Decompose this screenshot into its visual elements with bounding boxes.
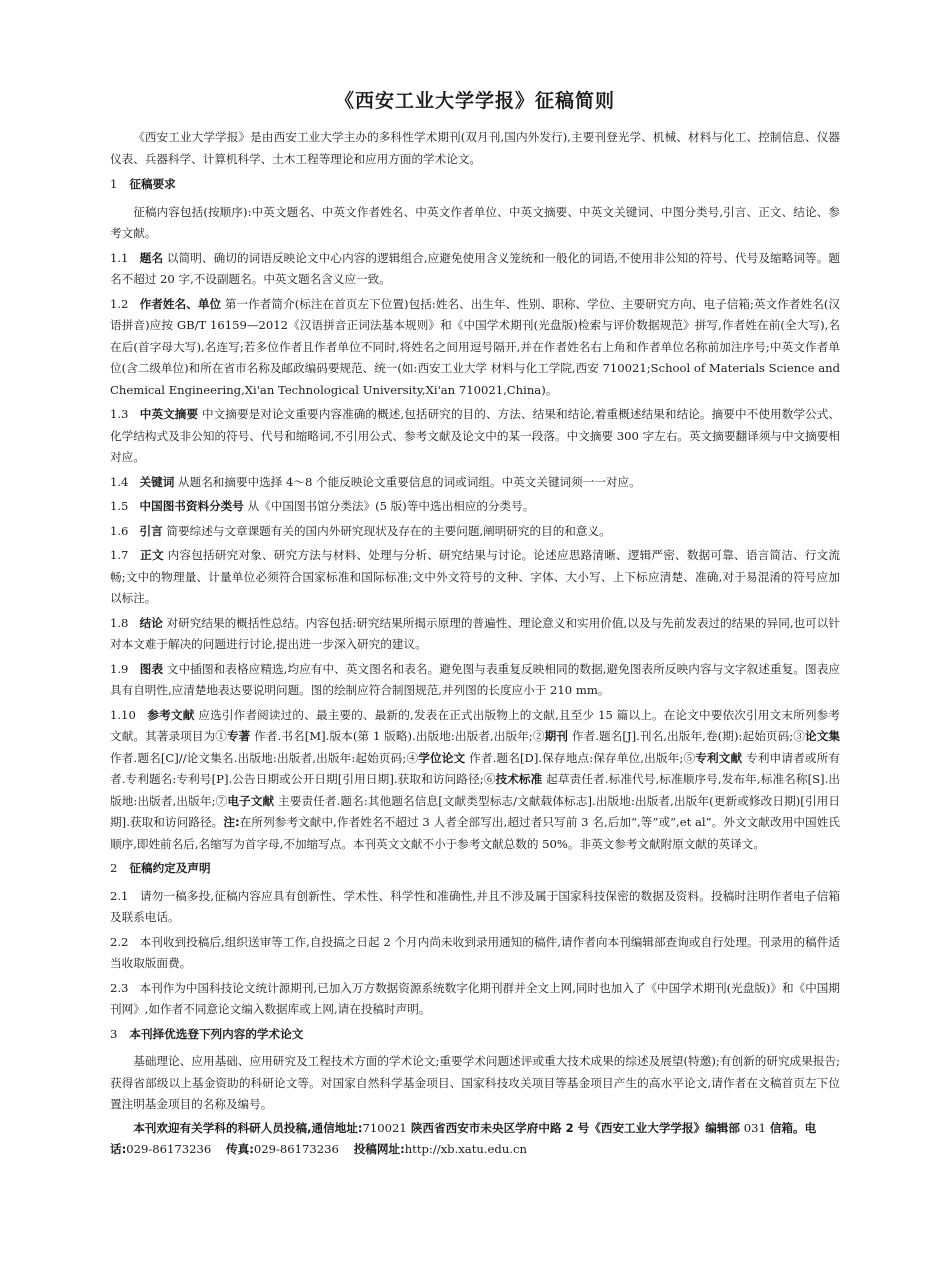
item-number: 1.3 bbox=[110, 407, 129, 421]
page-title: 《西安工业大学学报》征稿简则 bbox=[334, 90, 615, 112]
section-title: 征稿约定及声明 bbox=[129, 861, 211, 875]
item-text: 对研究结果的概括性总结。内容包括:研究结果所揭示原理的普遍性、理论意义和实用价值,以及与先前发表过的结果的异同,也可以针对本文难于解决的问题进行讨论,提出进一步深入研究的建议。 bbox=[110, 615, 840, 651]
contact-footer bbox=[110, 1118, 840, 1161]
website-link[interactable]: http://xb.xatu.edu.cn bbox=[404, 1142, 527, 1156]
ref-text: 作者.题名[J].刊名,出版年,卷(期):起始页码;③ bbox=[568, 729, 805, 743]
item-number: 2.1 bbox=[110, 888, 129, 903]
section-number: 2 bbox=[110, 861, 118, 875]
item-2-2 bbox=[110, 932, 840, 975]
website-label: 投稿网址: bbox=[353, 1142, 405, 1156]
item-text: 内容包括研究对象、研究方法与材料、处理与分析、研究结果与讨论。论述应思路清晰、逻辑严密、数据可靠、语言简洁、行文流畅;文中的物理量、计量单位必须符合国家标准和国际标准;文中外文符号的文种、字体、大小写、上下标应清楚、准确,对于易混淆的符号应加以标注。 bbox=[110, 548, 841, 605]
item-term: 参考文献 bbox=[147, 707, 195, 722]
item-1-10-references bbox=[110, 705, 840, 856]
item-number: 1.9 bbox=[110, 661, 129, 676]
item-text: 请勿一稿多投,征稿内容应具有创新性、学术性、科学性和准确性,并且不涉及属于国家科技保密的数据及资料。投稿时注明作者电子信箱及联系电话。 bbox=[110, 888, 840, 924]
item-1-1 bbox=[110, 248, 840, 291]
item-number: 2.2 bbox=[110, 934, 129, 949]
item-text: 本刊作为中国科技论文统计源期刊,已加入万方数据资源系统数字化期刊群并全文上网,同时也加入了《中国学术期刊(光盘版)》和《中国期刊网》,如作者不同意论文编入数据库或上网,请在投稿时声明。 bbox=[110, 980, 840, 1016]
intro-paragraph: 《西安工业大学学报》是由西安工业大学主办的多科性学术期刊(双月刊,国内外发行),主要刊登光学、机械、材料与化工、控制信息、仪器仪表、兵器科学、计算机科学、土木工程等理论和应用方面的学术论文。 bbox=[110, 130, 840, 166]
item-number: 1.4 bbox=[110, 474, 129, 489]
item-term: 结论 bbox=[139, 615, 163, 630]
phone-number: 029-86173236 bbox=[126, 1142, 212, 1156]
section-number: 3 bbox=[110, 1026, 118, 1041]
item-term: 中国图书资料分类号 bbox=[139, 499, 244, 513]
item-number: 2.3 bbox=[110, 980, 129, 995]
item-1-5 bbox=[110, 496, 840, 518]
item-1-6 bbox=[110, 521, 840, 543]
ref-text: 专利申请者或所有者.专利题名:专利号[P].公告日期或公开日期[引用日期].获取和访问路径;⑥ bbox=[110, 750, 840, 786]
item-number: 1.1 bbox=[110, 250, 129, 265]
room-number: 031 bbox=[743, 1120, 766, 1135]
fax-number: 029-86173236 bbox=[253, 1142, 339, 1156]
ref-text: 主要责任者.题名:其他题名信息[文献类型标志/文献载体标志].出版地:出版者,出版年(更新或修改日期)[引用日期].获取和访问路径。 bbox=[110, 793, 840, 829]
section-1-lead: 征稿内容包括(按顺序):中英文题名、中英文作者姓名、中英文作者单位、中英文摘要、中英文关键词、中图分类号,引言、正文、结论、参考文献。 bbox=[110, 204, 840, 240]
section-3-heading bbox=[110, 1024, 840, 1046]
fax-label: 传真: bbox=[226, 1142, 254, 1156]
ref-text: 在所列参考文献中,作者姓名不超过 3 人者全部写出,超过者只写前 3 名,后加“,等”或“,et al”。外文文献改用中国姓氏顺序,即姓前名后,名缩写为首字母,不加缩写点。本刊英文文献不小于参考文献总数的 50%。非英文参考文献附原文献的英译文。 bbox=[110, 815, 840, 851]
item-term: 关键词 bbox=[139, 474, 175, 489]
ref-type-thesis: 学位论文 bbox=[418, 750, 466, 765]
item-1-3 bbox=[110, 404, 840, 469]
ref-type-monograph: 专著 bbox=[226, 729, 251, 743]
item-number: 1.7 bbox=[110, 548, 129, 562]
item-number: 1.10 bbox=[110, 707, 136, 722]
item-1-8 bbox=[110, 613, 840, 656]
mailbox-label: 信箱。电话: bbox=[110, 1120, 817, 1156]
ref-type-proceedings: 论文集 bbox=[805, 729, 840, 743]
item-text: 文中插图和表格应精选,均应有中、英文图名和表名。避免图与表重复反映相同的数据,避免图表所反映内容与文字叙述重复。图表应具有自明性,应清楚地表达要说明问题。图的绘制应符合制图规范,并列图的长度应小于 210 mm。 bbox=[110, 661, 840, 697]
ref-type-electronic: 电子文献 bbox=[227, 793, 275, 808]
item-text: 本刊收到投稿后,组织送审等工作,自投搞之日起 2 个月内尚未收到录用通知的稿件,请作者向本刊编辑部查询或自行处理。刊录用的稿件适当收取版面费。 bbox=[110, 934, 841, 970]
item-term: 图表 bbox=[139, 661, 164, 676]
section-1-heading bbox=[110, 174, 840, 196]
item-term: 作者姓名、单位 bbox=[139, 296, 222, 311]
postcode: 710021 bbox=[362, 1120, 407, 1135]
section-number: 1 bbox=[110, 177, 118, 191]
item-text: 中文摘要是对论文重要内容准确的概述,包括研究的目的、方法、结果和结论,着重概述结果和结论。摘要中不使用数学公式、化学结构式及非公知的符号、代号和缩略词,不引用公式、参考文献及论文中的某一段落。中文摘要 300 字左右。英文摘要翻译须与中文摘要相对应。 bbox=[110, 407, 840, 464]
item-term: 中英文摘要 bbox=[139, 407, 199, 421]
item-2-1 bbox=[110, 886, 840, 929]
ref-type-standard: 技术标准 bbox=[495, 772, 543, 786]
item-term: 引言 bbox=[139, 523, 163, 538]
footer-lead: 本刊欢迎有关学科的科研人员投稿,通信地址: bbox=[133, 1120, 363, 1135]
item-2-3 bbox=[110, 978, 840, 1021]
ref-text: 作者.题名[D].保存地点:保存单位,出版年;⑤ bbox=[465, 750, 696, 765]
item-1-4 bbox=[110, 472, 840, 494]
item-term: 正文 bbox=[140, 548, 164, 562]
ref-text: 应选引作者阅读过的、最主要的、最新的,发表在正式出版物上的文献,且至少 15 篇以上。在论文中要依次引用文末所列参考文献。其著录项目为① bbox=[110, 707, 841, 743]
ref-text: 起草责任者.标准代号,标准顺序号,发布年,标准名称[S].出版地:出版者,出版年;⑦ bbox=[110, 772, 840, 808]
item-number: 1.6 bbox=[110, 523, 129, 538]
item-number: 1.5 bbox=[110, 499, 129, 513]
item-text: 从《中国图书馆分类法》(5 版)等中选出相应的分类号。 bbox=[247, 499, 535, 513]
item-text: 以简明、确切的词语反映论文中心内容的逻辑组合,应避免使用含义笼统和一般化的词语,不使用非公知的符号、代号及缩略词等。题名不超过 20 字,不设副题名。中英文题名含义应一致。 bbox=[110, 250, 840, 286]
address: 陕西省西安市未央区学府中路 2 号《西安工业大学学报》编辑部 bbox=[406, 1120, 740, 1135]
item-text: 从题名和摘要中选择 4～8 个能反映论文重要信息的词或词组。中英文关键词须一一对应。 bbox=[178, 474, 641, 489]
section-title: 本刊择优选登下列内容的学术论文 bbox=[129, 1026, 304, 1041]
section-3-text: 基础理论、应用基础、应用研究及工程技术方面的学术论文;重要学术问题述评或重大技术成果的综述及展望(特邀);有创新的研究成果报告;获得省部级以上基金资助的科研论文等。对国家自然科学基金项目、国家科技攻关项目等基金项目产生的高水平论文,请作者在文稿首页左下位置注明基金项目的名称及编号。 bbox=[110, 1054, 840, 1111]
ref-note-label: 注: bbox=[223, 815, 240, 829]
item-number: 1.2 bbox=[110, 296, 129, 311]
item-text: 第一作者简介(标注在首页左下位置)包括:姓名、出生年、性别、职称、学位、主要研究方向、电子信箱;英文作者姓名(汉语拼音)应按 GB/T 16159—2012《汉语拼音正词法基本规则》和《中国学术期刊(光盘版)检索与评价数据规范》拼写,作者姓在前(全大写),名在后(首字母大写),名连写;若多位作者且作者单位不同时,将姓名之间用逗号隔开,并在作者姓名右上角和作者单位名称前加注序号;中英文作者单位(含二级单位)和所在省市名称及邮政编码要规范、统一(如:西安工业大学 材料与化工学院,西安 710021;School of Materials Science and Chemical Engineering,Xi'an Technological University,Xi'an 710021,China)。 bbox=[110, 296, 841, 397]
item-text: 简要综述与文章课题有关的国内外研究现状及存在的主要问题,阐明研究的目的和意义。 bbox=[166, 523, 611, 538]
item-number: 1.8 bbox=[110, 615, 129, 630]
ref-text: 作者.书名[M].版本(第 1 版略).出版地:出版者,出版年;② bbox=[250, 729, 545, 743]
item-1-7 bbox=[110, 545, 840, 610]
item-1-9 bbox=[110, 659, 840, 702]
item-1-2 bbox=[110, 294, 840, 402]
section-2-heading bbox=[110, 858, 840, 880]
ref-type-patent: 专利文献 bbox=[695, 750, 743, 765]
item-term: 题名 bbox=[139, 250, 164, 265]
ref-type-journal: 期刊 bbox=[544, 729, 569, 743]
section-title: 征稿要求 bbox=[129, 177, 176, 191]
ref-text: 作者.题名[C]//论文集名.出版地:出版者,出版年:起始页码;④ bbox=[110, 750, 419, 765]
